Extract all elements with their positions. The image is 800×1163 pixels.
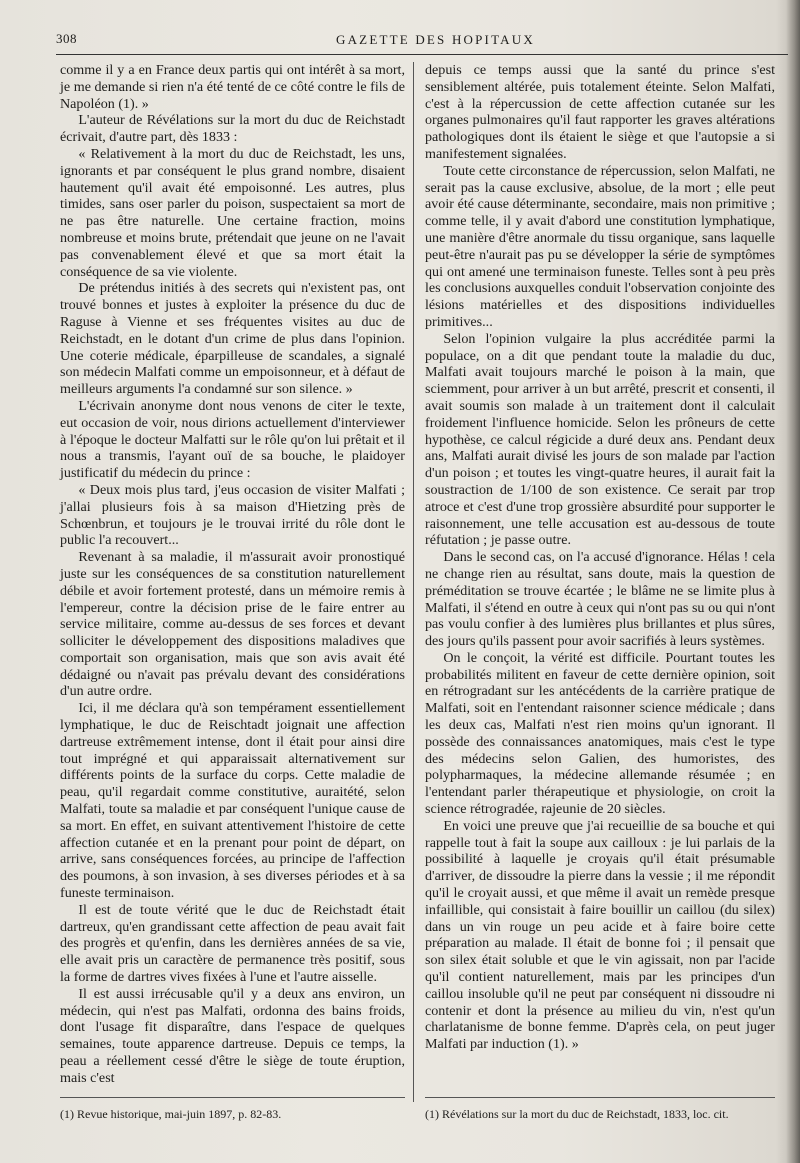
footnote-rule-left: [60, 1097, 405, 1098]
paragraph: De prétendus initiés à des secrets qui n'existent pas, ont trouvé bonnes et justes à exploiter la présence du duc de Raguse à Vienne et ses fréquentes visites au duc de Reichstadt, en le dotant d'un crime de plus dans l'opinion. Une coterie médicale, éparpilleuse de scandales, a signalé son médecin Malfati comme un empoisonneur, et à défaut de meilleurs arguments l'a condamné sur son silence. »: [60, 280, 405, 398]
footnote-right: (1) Révélations sur la mort du duc de Reichstadt, 1833, loc. cit.: [425, 1107, 729, 1121]
paragraph: « Deux mois plus tard, j'eus occasion de visiter Malfati ; j'allai plusieurs fois à sa maison d'Hietzing près de Schœnbrun, et toujours je le trouvai irrité du rôle dont le public l'a recouvert...: [60, 481, 405, 549]
page-header: [56, 22, 786, 48]
paragraph: On le conçoit, la vérité est difficile. Pourtant toutes les probabilités militent en faveur de cette dernière opinion, soit en rétrogradant sur les antécédents de la carrière pratique de Malfati, soit en l'entendant raisonner science médicale ; dans les deux cas, Malfati n'est rien moins qu'un ignorant. Il possède des connaissances anatomiques, mais c'est le type des médecins selon Galien, des humoristes, des polypharmaques, la médecine allemande résumée ; en l'entendant parler thérapeutique et physiologie, on croit la science rétrogradée, rajeunie de 20 siècles.: [425, 649, 775, 818]
page-spine-shadow: [786, 0, 800, 1163]
paragraph: L'écrivain anonyme dont nous venons de citer le texte, eut occasion de voir, nous dirions actuellement d'interviewer à l'époque le docteur Malfatti sur le rôle qu'on lui prêtait et il nous a transmis, l'ayant ouï de sa bouche, le plaidoyer justificatif du médecin du prince :: [60, 397, 405, 482]
paragraph: Toute cette circonstance de répercussion, selon Malfati, ne serait pas la cause exclusive, absolue, de la mort ; elle peut avoir été cause déterminante, secondaire, mais non primitive ; comme telle, il y avait d'abord une constitution lymphatique, une manière d'être anormale du tissu organique, sans laquelle peut-être n'aurait pas pu se développer la série de symptômes qui ont amené une terminaison funeste. Telles sont à peu près les conclusions auxquelles conduit l'observation conjointe des lésions matérielles et des dispositions individuelles primitives...: [425, 162, 775, 330]
header-rule: [56, 54, 788, 55]
paragraph: comme il y a en France deux partis qui ont intérêt à sa mort, je me demande si rien n'a été tenté de ce côté contre le fils de Napoléon (1). »: [60, 62, 405, 112]
right-column: [425, 62, 775, 1053]
footnote-rule-right: [425, 1097, 775, 1098]
column-divider: [413, 62, 414, 1102]
paragraph: « Relativement à la mort du duc de Reichstadt, les uns, ignorants et par conséquent le plus grand nombre, disaient hautement qu'il avait été empoisonné. Les autres, plus timides, sans oser parler du poison, suspectaient sa mort de ne pas être naturelle. Une certaine fraction, moins nombreuse et moins brute, prétendait que jeune on ne l'avait pas convenablement élevé et que sa mort était la conséquence de sa vie violente.: [60, 145, 405, 280]
paragraph: L'auteur de Révélations sur la mort du duc de Reichstadt écrivait, d'autre part, dès 1833 :: [60, 112, 405, 146]
footnote-left: (1) Revue historique, mai-juin 1897, p. 82-83.: [60, 1107, 282, 1121]
paragraph: depuis ce temps aussi que la santé du prince s'est sensiblement altérée, puis totalement éteinte. Selon Malfati, c'est à la répercussion de cette affection cutanée sur les organes pulmonaires qu'il faut rapporter les graves altérations pathologiques dont ils étaient le siège et que l'autopsie a si manifestement signalées.: [425, 62, 775, 162]
paragraph: Selon l'opinion vulgaire la plus accréditée parmi la populace, on a dit que pendant toute la maladie du duc, Malfati avait toujours marché le poison à la main, que sciemment, pour arriver à un but arrêté, prescrit et consenti, il avait soumis son malade à un traitement dont il calculait froidement l'influence homicide. Selon les prôneurs de cette hypothèse, ce calcul régicide a duré deux ans. Pendant deux ans, Malfati aurait divisé les jours de son malade par l'action d'un poison ; et toutes les vingt-quatre heures, il aurait fait la soustraction de 1/100 de son existence. Ce serait par trop atroce et c'est d'une trop grossière absurdité pour supporter le raisonnement, une telle accusation est au-dessous de toute réfutation ; je passe outre.: [425, 330, 775, 549]
paragraph: Ici, il me déclara qu'à son tempérament essentiellement lymphatique, le duc de Reischtadt joignait une affection dartreuse extrêmement intense, dont il était pour ainsi dire tout imprégné et qui apparaissait alternativement sur différents points de la surface du corps. Cette maladie de peau, qu'il regardait comme constitutive, auraitété, selon Malfati, toute sa maladie et par conséquent l'unique cause de sa mort. En effet, en suivant attentivement l'histoire de cette affection cutanée et en la prenant pour point de départ, on arrive, sans conséquences forcées, au principe de l'affection des poumons, à son invasion, à ses diverses périodes et à sa funeste terminaison.: [60, 700, 405, 902]
paragraph: Revenant à sa maladie, il m'assurait avoir pronostiqué juste sur les conséquences de sa constitution naturellement débile et avoir fortement protesté, dans un mémoire remis à l'empereur, contre la décision prise de le faire entrer au service militaire, comme au-dessus de ses forces et devant solliciter le développement des dispositions maladives que comportait son organisation, mais que son avis avait été dédaigné ou n'avait pas prévalu devant des considérations d'un autre ordre.: [60, 549, 405, 700]
running-title: GAZETTE DES HOPITAUX: [336, 32, 535, 47]
paragraph: En voici une preuve que j'ai recueillie de sa bouche et qui rappelle tout à fait la soupe aux cailloux : je lui parlais de la possibilité à laquelle je croyais qu'il était présumable d'arriver, de dissoudre la pierre dans la vessie ; il me répondit qu'il le croyait aussi, et que même il avait un remède presque infaillible, qui consistait à faire bouillir un caillou (du silex) dans un vin rouge un peu acide et à faire boire cette préparation au malade. Il était de bonne foi ; il pensait que son silex était soluble et que le vin agissait, non par l'acide qu'il contient naturellement, mais par les principes d'un caillou insoluble qu'il ne peut par conséquent ni dissoudre ni contenir et dont la présence au milieu du vin, n'est qu'un charlatanisme de bonne femme. D'après cela, on peut juger Malfati par induction (1). »: [425, 817, 775, 1053]
paragraph: Il est aussi irrécusable qu'il y a deux ans environ, un médecin, qui n'est pas Malfati, ordonna des bains froids, dont l'usage fit disparaître, dans l'espace de quelques semaines, toute apparence dartreuse. Depuis ce temps, la peau a réellement cessé d'être le siège de toute éruption, mais c'est: [60, 985, 405, 1086]
page-number: 308: [56, 31, 77, 46]
paragraph: Il est de toute vérité que le duc de Reichstadt était dartreux, qu'en grandissant cette affection de peau avait fait des progrès et qu'enfin, dans les dernières années de sa vie, elle avait pris un caractère de permanence très positif, sous la forme de dartres vives fixées à l'une et l'autre aisselle.: [60, 901, 405, 986]
paragraph: Dans le second cas, on l'a accusé d'ignorance. Hélas ! cela ne change rien au résultat, sans doute, mais la question de préméditation se trouve écartée ; le blâme ne se limite plus à Malfati, il s'étend en outre à ceux qui n'ont pas su ou qui n'ont pas voulu confier à des lumières plus brillantes et plus sûres, des jours qu'ils passent pour avoir sacrifiés à leurs systèmes.: [425, 549, 775, 650]
left-column: [60, 62, 405, 1087]
